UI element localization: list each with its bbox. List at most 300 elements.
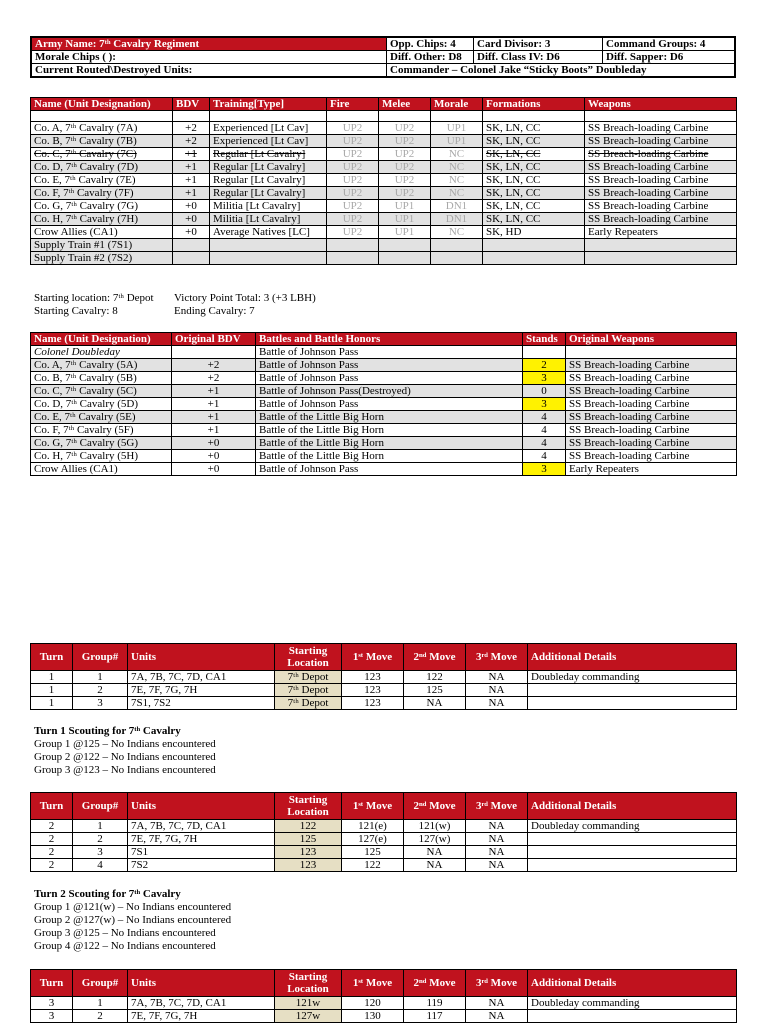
battles: Battle of Johnson Pass [256,359,523,372]
stands: 4 [523,437,566,450]
col-move1: 1ˢᵗ Move [342,970,404,997]
col-formations: Formations [483,98,585,111]
move-1: 130 [342,1010,404,1023]
unit-name: Co. F, 7ᵗʰ Cavalry (5F) [31,424,172,437]
weapons: SS Breach-loading Carbine [585,174,737,187]
battles: Battle of the Little Big Horn [256,424,523,437]
table-row [31,846,737,859]
unit-name: Co. F, 7ᵗʰ Cavalry (7F) [31,187,173,200]
unit-name: Co. H, 7ᵗʰ Cavalry (7H) [31,213,173,226]
units: 7S1, 7S2 [128,697,275,710]
original-weapons: SS Breach-loading Carbine [566,424,737,437]
unit-name: Co. D, 7ᵗʰ Cavalry (5D) [31,398,172,411]
unit-name: Supply Train #1 (7S1) [31,239,173,252]
table-row [31,411,737,424]
formations: SK, LN, CC [483,122,585,135]
training: Regular [Lt Cavalry] [210,187,327,200]
stands: 2 [523,359,566,372]
group: 1 [73,820,128,833]
details [528,1010,737,1023]
original-weapons [566,346,737,359]
col-move2: 2ⁿᵈ Move [404,793,466,820]
details [528,833,737,846]
morale: DN1 [431,213,483,226]
morale: UP1 [431,122,483,135]
turn1-scouting [34,725,216,777]
weapons: SS Breach-loading Carbine [585,213,737,226]
stands [523,346,566,359]
table-row [31,697,737,710]
battles: Battle of the Little Big Horn [256,437,523,450]
move-2: 121(w) [404,820,466,833]
unit-name: Co. H, 7ᵗʰ Cavalry (5H) [31,450,172,463]
header-row [31,644,737,671]
move-2: 119 [404,997,466,1010]
original-bdv: +0 [172,437,256,450]
cavalry-counts [34,305,255,318]
units: 7S1 [128,846,275,859]
training: Militia [Lt Cavalry] [210,200,327,213]
training: Experienced [Lt Cav] [210,122,327,135]
turn: 3 [31,997,73,1010]
col-bdv: BDV [173,98,210,111]
starting-cavalry: Starting Cavalry: 8 [34,305,118,317]
table-row [31,385,737,398]
weapons: Early Repeaters [585,226,737,239]
fire: UP2 [327,161,379,174]
formations: SK, LN, CC [483,148,585,161]
formations: SK, LN, CC [483,161,585,174]
formations: SK, LN, CC [483,174,585,187]
move-3: NA [466,684,528,697]
turn: 1 [31,684,73,697]
move-3: NA [466,1010,528,1023]
col-move2: 2ⁿᵈ Move [404,644,466,671]
table-row [31,174,737,187]
move-1: 120 [342,997,404,1010]
weapons: SS Breach-loading Carbine [585,135,737,148]
move-2: NA [404,846,466,859]
col-start: Starting Location [275,644,342,671]
melee [379,239,431,252]
move-1: 123 [342,684,404,697]
header-row [31,970,737,997]
table-row [31,437,737,450]
move-1: 122 [342,859,404,872]
unit-name: Co. E, 7ᵗʰ Cavalry (5E) [31,411,172,424]
morale: NC [431,148,483,161]
bdv: +0 [173,213,210,226]
stands: 4 [523,450,566,463]
melee: UP1 [379,213,431,226]
unit-name: Crow Allies (CA1) [31,463,172,476]
table-row [31,450,737,463]
formations: SK, LN, CC [483,200,585,213]
details [528,697,737,710]
unit-name: Co. D, 7ᵗʰ Cavalry (7D) [31,161,173,174]
starting-location: 7ᵗʰ Depot [275,684,342,697]
stands: 4 [523,411,566,424]
original-bdv: +0 [172,463,256,476]
table-row [31,859,737,872]
bdv: +1 [173,174,210,187]
fire: UP2 [327,174,379,187]
weapons: SS Breach-loading Carbine [585,122,737,135]
move-2: 122 [404,671,466,684]
col-start: Starting Location [275,793,342,820]
melee [379,252,431,265]
col-name: Name (Unit Designation) [31,98,173,111]
move-3: NA [466,846,528,859]
col-original-bdv: Original BDV [172,333,256,346]
melee: UP2 [379,135,431,148]
turn: 3 [31,1010,73,1023]
units: 7S2 [128,859,275,872]
battles: Battle of Johnson Pass [256,346,523,359]
original-weapons: SS Breach-loading Carbine [566,398,737,411]
diff-sapper: Diff. Sapper: D6 [603,51,736,64]
battles: Battle of Johnson Pass [256,372,523,385]
units-table [30,97,737,265]
ending-cavalry: Ending Cavalry: 7 [174,305,255,317]
starting-location: 7ᵗʰ Depot [275,671,342,684]
units: 7A, 7B, 7C, 7D, CA1 [128,820,275,833]
starting-location: 125 [275,833,342,846]
move-1: 123 [342,697,404,710]
table-row [31,161,737,174]
table-row [31,359,737,372]
group: 1 [73,671,128,684]
original-bdv: +1 [172,398,256,411]
turn2-table [30,792,737,872]
move-3: NA [466,697,528,710]
battles: Battle of the Little Big Horn [256,450,523,463]
training: Average Natives [LC] [210,226,327,239]
diff-other: Diff. Other: D8 [387,51,474,64]
unit-name: Co. A, 7ᵗʰ Cavalry (7A) [31,122,173,135]
move-3: NA [466,833,528,846]
col-turn: Turn [31,793,73,820]
bdv: +2 [173,135,210,148]
move-1: 121(e) [342,820,404,833]
scouting-line: Group 3 @123 – No Indians encountered [34,764,216,776]
details: Doubleday commanding [528,997,737,1010]
formations [483,252,585,265]
table-row [31,463,737,476]
morale [431,252,483,265]
units: 7E, 7F, 7G, 7H [128,833,275,846]
turn2-scouting-title: Turn 2 Scouting for 7ᵗʰ Cavalry [34,888,181,900]
morale: NC [431,174,483,187]
col-turn: Turn [31,970,73,997]
col-battles: Battles and Battle Honors [256,333,523,346]
details: Doubleday commanding [528,820,737,833]
honors-table [30,332,737,476]
col-weapons: Weapons [585,98,737,111]
weapons: SS Breach-loading Carbine [585,161,737,174]
melee: UP1 [379,200,431,213]
training [210,239,327,252]
details [528,846,737,859]
stands: 0 [523,385,566,398]
table-row [31,372,737,385]
melee: UP1 [379,226,431,239]
turn: 2 [31,846,73,859]
unit-name: Co. C, 7ᵗʰ Cavalry (7C) [31,148,173,161]
unit-name: Co. B, 7ᵗʰ Cavalry (7B) [31,135,173,148]
original-weapons: SS Breach-loading Carbine [566,372,737,385]
col-move3: 3ʳᵈ Move [466,793,528,820]
move-3: NA [466,671,528,684]
melee: UP2 [379,148,431,161]
army-header-table [30,36,736,78]
table-row [31,1010,737,1023]
turn3-table [30,969,737,1023]
bdv: +0 [173,226,210,239]
col-stands: Stands [523,333,566,346]
unit-name: Co. B, 7ᵗʰ Cavalry (5B) [31,372,172,385]
original-bdv: +1 [172,424,256,437]
morale: NC [431,161,483,174]
fire [327,252,379,265]
starting-location [34,292,316,305]
move-2: NA [404,859,466,872]
formations [483,239,585,252]
bdv: +1 [173,148,210,161]
scouting-line: Group 2 @122 – No Indians encountered [34,751,216,763]
move-1: 123 [342,671,404,684]
original-weapons: SS Breach-loading Carbine [566,385,737,398]
original-bdv: +1 [172,385,256,398]
victory-points: Victory Point Total: 3 (+3 LBH) [174,292,316,304]
table-row [31,239,737,252]
fire: UP2 [327,135,379,148]
move-1: 127(e) [342,833,404,846]
starting-location: 7ᵗʰ Depot [275,697,342,710]
col-move1: 1ˢᵗ Move [342,644,404,671]
col-move1: 1ˢᵗ Move [342,793,404,820]
spacer-row [31,111,737,122]
turn1-table [30,643,737,710]
stands: 3 [523,372,566,385]
col-group: Group# [73,793,128,820]
fire: UP2 [327,122,379,135]
battles: Battle of the Little Big Horn [256,411,523,424]
starting-location: 127w [275,1010,342,1023]
scouting-line: Group 4 @122 – No Indians encountered [34,940,216,952]
turn: 1 [31,697,73,710]
original-weapons: SS Breach-loading Carbine [566,437,737,450]
commander: Commander – Colonel Jake “Sticky Boots” Doubleday [387,64,736,78]
formations: SK, LN, CC [483,213,585,226]
original-bdv: +2 [172,372,256,385]
group: 1 [73,997,128,1010]
units: 7A, 7B, 7C, 7D, CA1 [128,671,275,684]
unit-name: Supply Train #2 (7S2) [31,252,173,265]
col-original-weapons: Original Weapons [566,333,737,346]
morale-chips: Morale Chips ( ): [31,51,387,64]
fire: UP2 [327,226,379,239]
table-row [31,135,737,148]
card-divisor: Card Divisor: 3 [474,37,603,51]
table-row [31,424,737,437]
table-row [31,398,737,411]
unit-name: Crow Allies (CA1) [31,226,173,239]
starting-location: 122 [275,820,342,833]
turn2-scouting [34,888,231,953]
stands: 3 [523,463,566,476]
move-3: NA [466,997,528,1010]
group: 2 [73,833,128,846]
col-details: Additional Details [528,970,737,997]
original-weapons: SS Breach-loading Carbine [566,450,737,463]
battles: Battle of Johnson Pass [256,398,523,411]
units: 7A, 7B, 7C, 7D, CA1 [128,997,275,1010]
turn1-scouting-title: Turn 1 Scouting for 7ᵗʰ Cavalry [34,725,181,737]
table-row [31,671,737,684]
unit-name: Co. G, 7ᵗʰ Cavalry (5G) [31,437,172,450]
turn: 2 [31,820,73,833]
move-2: 125 [404,684,466,697]
table-row [31,252,737,265]
col-units: Units [128,970,275,997]
formations: SK, LN, CC [483,187,585,200]
fire [327,239,379,252]
starting-location-text: Starting location: 7ᵗʰ Depot [34,292,154,304]
table-row [31,997,737,1010]
scouting-line: Group 2 @127(w) – No Indians encountered [34,914,232,926]
original-weapons: SS Breach-loading Carbine [566,411,737,424]
table-row [31,346,737,359]
command-groups: Command Groups: 4 [603,37,736,51]
bdv: +2 [173,122,210,135]
scouting-line: Group 3 @125 – No Indians encountered [34,927,216,939]
weapons [585,252,737,265]
routed-units: Current Routed\Destroyed Units: [31,64,387,78]
col-group: Group# [73,644,128,671]
move-1: 125 [342,846,404,859]
starting-location: 121w [275,997,342,1010]
fire: UP2 [327,187,379,200]
col-start: Starting Location [275,970,342,997]
col-turn: Turn [31,644,73,671]
group: 2 [73,684,128,697]
col-group: Group# [73,970,128,997]
table-row [31,684,737,697]
melee: UP2 [379,174,431,187]
col-move2: 2ⁿᵈ Move [404,970,466,997]
details: Doubleday commanding [528,671,737,684]
stands: 3 [523,398,566,411]
unit-name: Colonel Doubleday [31,346,172,359]
training: Regular [Lt Cavalry] [210,174,327,187]
bdv: +1 [173,187,210,200]
battles: Battle of Johnson Pass [256,463,523,476]
col-morale: Morale [431,98,483,111]
col-units: Units [128,644,275,671]
diff-class-iv: Diff. Class IV: D6 [474,51,603,64]
table-row [31,833,737,846]
formations: SK, HD [483,226,585,239]
group: 3 [73,846,128,859]
table-row [31,187,737,200]
scouting-line: Group 1 @121(w) – No Indians encountered [34,901,232,913]
turn: 1 [31,671,73,684]
starting-location: 123 [275,859,342,872]
morale: NC [431,187,483,200]
original-bdv: +0 [172,450,256,463]
battles: Battle of Johnson Pass(Destroyed) [256,385,523,398]
table-row [31,200,737,213]
training: Regular [Lt Cavalry] [210,148,327,161]
melee: UP2 [379,187,431,200]
morale: DN1 [431,200,483,213]
stands: 4 [523,424,566,437]
weapons [585,239,737,252]
table-row [31,148,737,161]
weapons: SS Breach-loading Carbine [585,187,737,200]
col-details: Additional Details [528,793,737,820]
group: 4 [73,859,128,872]
unit-name: Co. G, 7ᵗʰ Cavalry (7G) [31,200,173,213]
fire: UP2 [327,200,379,213]
move-3: NA [466,859,528,872]
starting-location: 123 [275,846,342,859]
bdv: +0 [173,200,210,213]
melee: UP2 [379,161,431,174]
col-move3: 3ʳᵈ Move [466,644,528,671]
weapons: SS Breach-loading Carbine [585,148,737,161]
fire: UP2 [327,148,379,161]
training: Regular [Lt Cavalry] [210,161,327,174]
col-details: Additional Details [528,644,737,671]
unit-name: Co. C, 7ᵗʰ Cavalry (5C) [31,385,172,398]
original-bdv: +2 [172,359,256,372]
melee: UP2 [379,122,431,135]
bdv [173,252,210,265]
move-2: 127(w) [404,833,466,846]
group: 2 [73,1010,128,1023]
training [210,252,327,265]
army-name: Army Name: 7ᵗʰ Cavalry Regiment [31,37,387,51]
col-name: Name (Unit Designation) [31,333,172,346]
table-row [31,226,737,239]
table-row [31,213,737,226]
details [528,859,737,872]
col-melee: Melee [379,98,431,111]
details [528,684,737,697]
table-row [31,820,737,833]
turn: 2 [31,859,73,872]
scouting-line: Group 1 @125 – No Indians encountered [34,738,216,750]
turn: 2 [31,833,73,846]
col-training: Training[Type] [210,98,327,111]
bdv [173,239,210,252]
units: 7E, 7F, 7G, 7H [128,684,275,697]
morale: UP1 [431,135,483,148]
unit-name: Co. E, 7ᵗʰ Cavalry (7E) [31,174,173,187]
col-move3: 3ʳᵈ Move [466,970,528,997]
move-2: 117 [404,1010,466,1023]
original-weapons: SS Breach-loading Carbine [566,359,737,372]
bdv: +1 [173,161,210,174]
move-2: NA [404,697,466,710]
formations: SK, LN, CC [483,135,585,148]
training: Experienced [Lt Cav] [210,135,327,148]
original-weapons: Early Repeaters [566,463,737,476]
group: 3 [73,697,128,710]
unit-name: Co. A, 7ᵗʰ Cavalry (5A) [31,359,172,372]
